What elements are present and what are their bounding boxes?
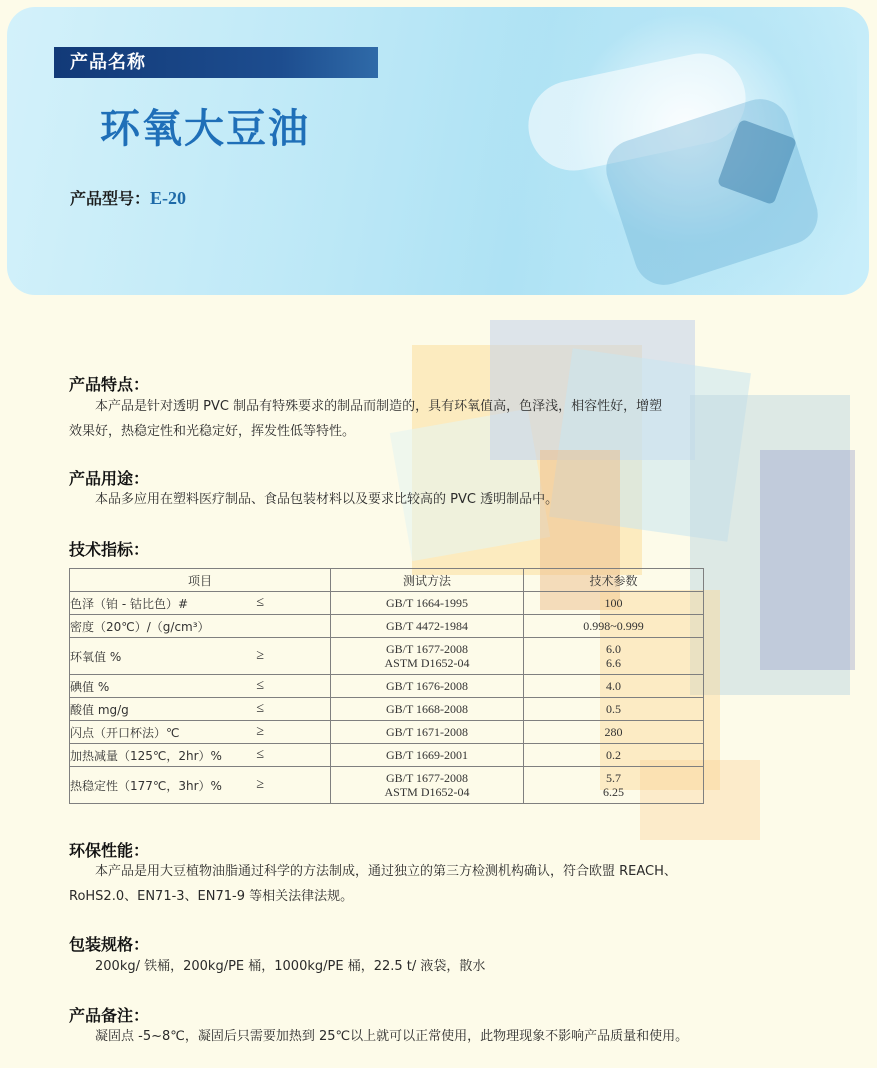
value-cell: [524, 592, 704, 615]
value-cell: [524, 638, 704, 675]
column-header-value: 技术参数: [524, 569, 704, 592]
method-cell: [331, 675, 524, 698]
value-line: 100: [604, 596, 623, 610]
method-line: GB/T 1664-1995: [385, 596, 469, 610]
method-cell: [331, 615, 524, 638]
item-name: 碘值 %: [70, 679, 110, 694]
item-name: 酸值 mg/g: [70, 702, 129, 717]
item-cell: [70, 592, 331, 615]
value-cell: [524, 721, 704, 744]
value-line: 280: [604, 725, 623, 739]
value-line: 6.0: [606, 642, 621, 656]
column-header-item: 项目: [70, 569, 331, 592]
packaging-text-line: 200kg/ 铁桶，200kg/PE 桶，1000kg/PE 桶，22.5 t/ 液袋，散水: [95, 959, 486, 974]
table-header-row: [70, 569, 704, 592]
model-value: E-20: [150, 188, 187, 208]
value-line: 0.998~0.999: [583, 619, 644, 633]
item-cell: [70, 767, 331, 804]
value-cell: [524, 698, 704, 721]
notes-heading: 产品备注：: [69, 1006, 150, 1025]
spec-table: [69, 568, 704, 804]
packaging-heading: 包装规格：: [69, 935, 150, 954]
item-operator: ≥: [256, 724, 264, 739]
table-row: [70, 675, 704, 698]
method-cell: [331, 638, 524, 675]
item-cell: [70, 744, 331, 767]
features-text: [69, 394, 729, 444]
table-row: [70, 638, 704, 675]
item-operator: ≤: [256, 678, 264, 693]
env-text-line: RoHS2.0、EN71-3、EN71-9 等相关法律法规。: [69, 889, 354, 904]
item-name: 色泽（铂 - 钴比色）#: [70, 596, 189, 611]
method-cell: [331, 767, 524, 804]
env-heading: 环保性能：: [69, 841, 150, 860]
value-line: 0.2: [606, 748, 621, 762]
notes-text: [69, 1024, 729, 1049]
env-text: [69, 859, 729, 909]
method-line: GB/T 1668-2008: [385, 702, 469, 716]
item-cell: [70, 698, 331, 721]
method-line: GB/T 1669-2001: [385, 748, 469, 762]
method-line: GB/T 1676-2008: [385, 679, 469, 693]
features-heading: 产品特点：: [69, 375, 150, 394]
value-cell: [524, 615, 704, 638]
value-line: 6.6: [606, 656, 621, 670]
product-name-label: 产品名称: [54, 47, 378, 78]
product-title: 环氧大豆油: [100, 106, 310, 152]
method-line: GB/T 1671-2008: [385, 725, 469, 739]
value-cell: [524, 675, 704, 698]
method-line: GB/T 1677-2008: [385, 771, 469, 785]
decorative-cube: [760, 450, 855, 670]
usage-heading: 产品用途：: [69, 469, 150, 488]
item-cell: [70, 721, 331, 744]
column-header-method: 测试方法: [331, 569, 524, 592]
features-text-line: 本产品是针对透明 PVC 制品有特殊要求的制品而制造的，具有环氧值高，色泽浅，相容性好，增塑: [95, 399, 663, 414]
method-line: GB/T 1677-2008: [385, 642, 469, 656]
features-text-line: 效果好，热稳定性和光稳定好，挥发性低等特性。: [69, 424, 356, 439]
item-name: 加热减量（125℃，2hr）%: [70, 748, 222, 763]
item-operator: ≥: [256, 777, 264, 792]
table-row: [70, 744, 704, 767]
value-line: 5.7: [606, 771, 621, 785]
model-label: 产品型号：: [70, 189, 151, 208]
table-row: [70, 615, 704, 638]
item-operator: ≤: [256, 595, 264, 610]
item-cell: [70, 615, 331, 638]
item-cell: [70, 675, 331, 698]
product-model: [70, 186, 186, 209]
method-cell: [331, 721, 524, 744]
usage-text-line: 本品多应用在塑料医疗制品、食品包装材料以及要求比较高的 PVC 透明制品中。: [95, 492, 559, 507]
packaging-text: [69, 954, 729, 979]
method-cell: [331, 698, 524, 721]
table-row: [70, 721, 704, 744]
table-row: [70, 698, 704, 721]
method-line: ASTM D1652-04: [384, 656, 470, 670]
method-cell: [331, 592, 524, 615]
value-cell: [524, 744, 704, 767]
value-cell: [524, 767, 704, 804]
value-line: 6.25: [603, 785, 624, 799]
method-line: GB/T 4472-1984: [385, 619, 469, 633]
item-name: 密度（20℃）/（g/cm³）: [70, 619, 210, 634]
item-operator: ≤: [256, 747, 264, 762]
usage-text: [69, 487, 729, 512]
item-cell: [70, 638, 331, 675]
method-line: ASTM D1652-04: [384, 785, 470, 799]
value-line: 0.5: [606, 702, 621, 716]
item-name: 闪点（开口杯法）℃: [70, 725, 180, 740]
env-text-line: 本产品是用大豆植物油脂通过科学的方法制成，通过独立的第三方检测机构确认，符合欧盟 REACH、: [95, 864, 677, 879]
method-cell: [331, 744, 524, 767]
specs-heading: 技术指标：: [69, 540, 150, 559]
value-line: 4.0: [606, 679, 621, 693]
item-operator: ≤: [256, 701, 264, 716]
table-row: [70, 592, 704, 615]
item-name: 热稳定性（177℃，3hr）%: [70, 778, 222, 793]
table-row: [70, 767, 704, 804]
item-name: 环氧值 %: [70, 649, 122, 664]
item-operator: ≥: [256, 648, 264, 663]
notes-text-line: 凝固点 -5~8℃，凝固后只需要加热到 25℃以上就可以正常使用，此物理现象不影响产品质量和使用。: [95, 1029, 689, 1044]
